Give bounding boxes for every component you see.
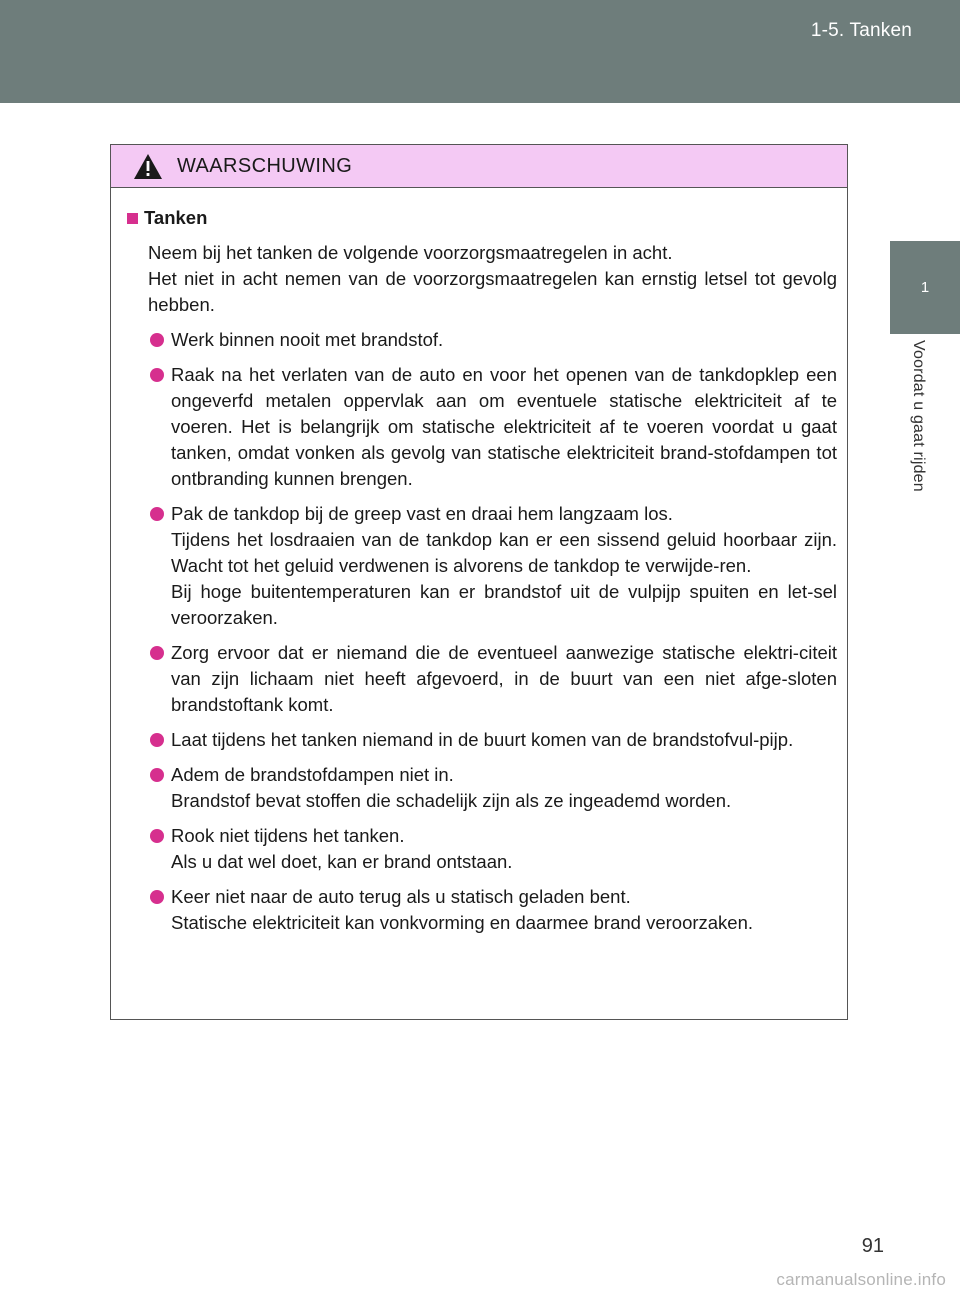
bullet-item [127,501,837,631]
subheading [127,205,837,231]
bullet-text: Raak na het verlaten van de auto en voor het openen van de tankdopklep een ongeverfd metalen oppervlak aan om eventuele statische elektriciteit af te voeren. Het is belangrijk om statische elektriciteit af te voeren voordat u gaat tanken, omdat vonken als gevolg van statische elektriciteit brand-stofdampen tot ontbranding kunnen brengen. [171,364,837,489]
round-bullet-icon [150,890,164,904]
bullet-item [127,823,837,875]
section-title: 1-5. Tanken [810,20,912,41]
round-bullet-icon [150,646,164,660]
bullet-text: Tijdens het losdraaien van de tankdop kan er een sissend geluid hoorbaar zijn. Wacht tot het geluid verdwenen is alvorens de tankdop te verwijde-ren. [171,529,837,576]
warning-box [110,144,848,1020]
warning-header [111,145,847,188]
bullet-text: Statische elektriciteit kan vonkvorming en daarmee brand veroorzaken. [171,912,754,933]
page-number: 91 [861,1235,884,1257]
bullet-text: Bij hoge buitentemperaturen kan er brandstof uit de vulpijp spuiten en let-sel veroorzaken. [171,581,837,628]
bullet-text: Adem de brandstofdampen niet in. [171,764,454,785]
round-bullet-icon [150,733,164,747]
round-bullet-icon [150,368,164,382]
bullet-text: Pak de tankdop bij de greep vast en draai hem langzaam los. [171,503,673,524]
warning-title: WAARSCHUWING [177,154,353,177]
subheading-text: Tanken [144,207,208,228]
watermark: carmanualsonline.info [776,1270,946,1289]
chapter-title: Voordat u gaat rijden [910,340,927,492]
bullet-text: Keer niet naar de auto terug als u statisch geladen bent. [171,886,631,907]
round-bullet-icon [150,507,164,521]
bullet-text: Werk binnen nooit met brandstof. [171,329,444,350]
bullet-item [127,884,837,936]
warning-body [111,188,847,936]
intro-paragraph [127,240,837,318]
bullet-text: Rook niet tijdens het tanken. [171,825,405,846]
bullet-item [127,362,837,492]
intro-line: Het niet in acht nemen van de voorzorgsmaatregelen kan ernstig letsel tot gevolg hebben. [148,268,837,315]
square-bullet-icon [127,213,138,224]
round-bullet-icon [150,829,164,843]
round-bullet-icon [150,333,164,347]
bullet-item [127,640,837,718]
bullet-text: Laat tijdens het tanken niemand in de buurt komen van de brandstofvul-pijp. [171,729,794,750]
round-bullet-icon [150,768,164,782]
bullet-item [127,727,837,753]
header-band [0,0,960,103]
intro-line: Neem bij het tanken de volgende voorzorgsmaatregelen in acht. [148,242,673,263]
bullet-item [127,327,837,353]
bullet-text: Zorg ervoor dat er niemand die de eventueel aanwezige statische elektri-citeit van zijn lichaam niet heeft afgevoerd, in de buurt van een niet afge-sloten brandstoftank komt. [171,642,837,715]
chapter-tab: 1 [890,241,960,334]
bullet-list [127,327,837,936]
warning-triangle-icon [133,153,163,180]
bullet-text: Brandstof bevat stoffen die schadelijk zijn als ze ingeademd worden. [171,790,732,811]
bullet-item [127,762,837,814]
bullet-text: Als u dat wel doet, kan er brand ontstaan. [171,851,513,872]
